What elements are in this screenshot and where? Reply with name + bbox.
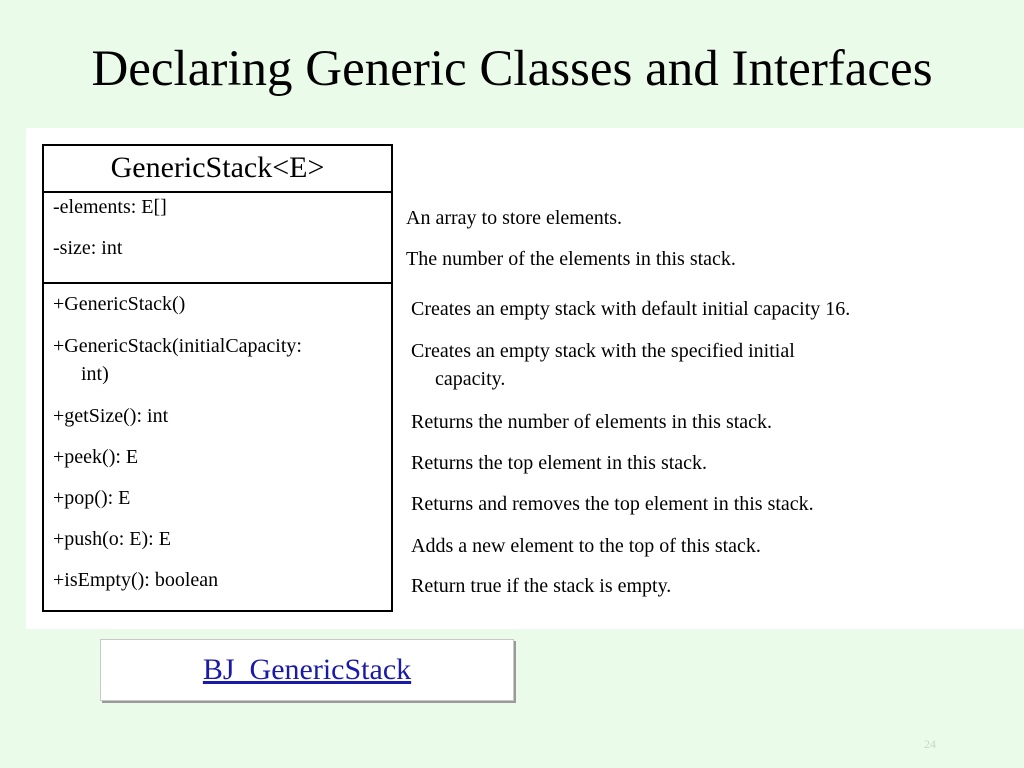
- uml-method-constructor-capacity-cont: int): [81, 363, 109, 385]
- desc-method-constructor-capacity-cont: capacity.: [435, 368, 506, 390]
- uml-method-constructor-capacity: [53, 332, 302, 388]
- desc-field-elements: An array to store elements.: [406, 207, 623, 229]
- uml-method-push: +push(o: E): E: [53, 528, 171, 550]
- desc-method-push: Adds a new element to the top of this stack.: [411, 535, 761, 557]
- uml-method-pop: +pop(): E: [53, 487, 131, 509]
- desc-method-peek: Returns the top element in this stack.: [411, 452, 708, 474]
- uml-method-isempty: +isEmpty(): boolean: [53, 569, 219, 591]
- uml-class-name: GenericStack<E>: [44, 146, 391, 193]
- page-number: 24: [924, 737, 936, 751]
- uml-method-peek: +peek(): E: [53, 446, 139, 468]
- desc-field-size: The number of the elements in this stack.: [406, 248, 736, 270]
- uml-method-constructor: +GenericStack(): [53, 293, 186, 315]
- uml-field-size: -size: int: [53, 237, 123, 259]
- uml-fields-section: [44, 193, 391, 284]
- desc-method-isempty: Return true if the stack is empty.: [411, 575, 672, 597]
- uml-method-getsize: +getSize(): int: [53, 405, 169, 427]
- bj-genericstack-link[interactable]: BJ_GenericStack: [202, 653, 412, 686]
- desc-method-constructor-capacity-text: Creates an empty stack with the specified initial: [411, 340, 795, 362]
- desc-method-constructor: Creates an empty stack with default initial capacity 16.: [411, 298, 851, 320]
- desc-method-constructor-capacity: [411, 337, 795, 393]
- uml-class-box: [42, 144, 393, 612]
- diagram-panel: [26, 128, 1024, 629]
- desc-method-pop: Returns and removes the top element in this stack.: [411, 493, 814, 515]
- desc-method-getsize: Returns the number of elements in this stack.: [411, 411, 773, 433]
- uml-method-constructor-capacity-text: +GenericStack(initialCapacity:: [53, 335, 302, 357]
- uml-field-elements: -elements: E[]: [53, 196, 167, 218]
- slide-title: Declaring Generic Classes and Interfaces: [91, 41, 933, 97]
- link-box: [100, 639, 514, 701]
